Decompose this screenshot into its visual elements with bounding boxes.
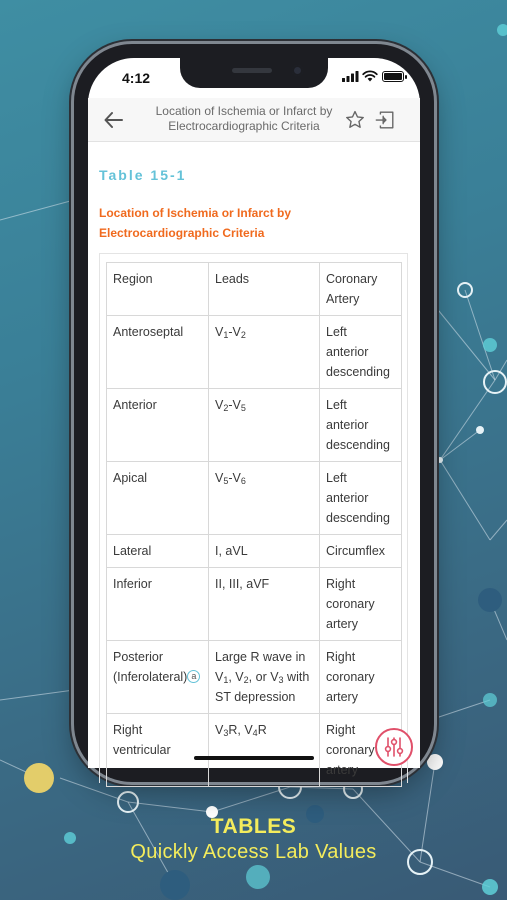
speaker <box>232 68 272 73</box>
cell-leads: I, aVL <box>209 535 320 568</box>
table-row <box>107 535 402 568</box>
cell-region: Anterior <box>107 389 209 462</box>
sliders-icon <box>377 730 411 764</box>
home-indicator[interactable] <box>194 756 314 760</box>
cell-region: Right ventricular <box>107 714 209 787</box>
header-leads: Leads <box>209 263 320 316</box>
ecg-criteria-table <box>106 262 402 787</box>
notch <box>180 58 328 88</box>
cell-leads: Large R wave in $V_1$, $V_2$, or $V_3$ with ST depression <box>209 641 320 714</box>
footnote-link[interactable]: a <box>187 670 200 683</box>
header-artery: Coronary Artery <box>320 263 402 316</box>
phone-screen <box>88 58 420 777</box>
cell-region: Anteroseptal <box>107 316 209 389</box>
cell-leads: $V_2-V_5$ <box>209 389 320 462</box>
cell-artery: Left anterior descending <box>320 462 402 535</box>
table-row <box>107 641 402 714</box>
cell-leads: $V_1-V_2$ <box>209 316 320 389</box>
cell-leads: II, III, aVF <box>209 568 320 641</box>
nav-title <box>144 104 344 134</box>
cell-artery: Right coronary artery <box>320 641 402 714</box>
content-area <box>88 143 420 777</box>
wifi-icon <box>362 70 378 82</box>
table-title-line: Location of Ischemia or Infarct by <box>99 206 292 220</box>
nav-title-line: Electrocardiographic Criteria <box>168 119 320 133</box>
cell-artery: Left anterior descending <box>320 389 402 462</box>
table-row <box>107 714 402 787</box>
cell-leads: $V_3R$, $V_4R$ <box>209 714 320 787</box>
battery-icon <box>382 71 404 82</box>
table-number: Table 15-1 <box>99 167 187 183</box>
star-icon[interactable] <box>344 109 366 131</box>
table-container <box>99 253 408 783</box>
status-time: 4:12 <box>122 70 151 86</box>
cell-region: Apical <box>107 462 209 535</box>
table-title <box>99 203 399 243</box>
adjust-settings-button[interactable] <box>375 728 413 766</box>
table-header-row <box>107 263 402 316</box>
nav-bar <box>88 98 420 142</box>
table-row <box>107 462 402 535</box>
table-row <box>107 389 402 462</box>
camera <box>292 65 303 76</box>
signal-icon <box>342 71 359 82</box>
cell-artery: Right coronary artery <box>320 568 402 641</box>
caption-title: TABLES <box>210 815 297 838</box>
expand-icon[interactable] <box>374 109 396 131</box>
header-region: Region <box>107 263 209 316</box>
table-row <box>107 316 402 389</box>
cell-region: Posterior (Inferolateral) a <box>107 641 209 714</box>
nav-title-line: Location of Ischemia or Infarct by <box>155 104 333 118</box>
cell-artery: Right coronary artery <box>320 714 402 787</box>
phone-frame <box>74 44 434 782</box>
cell-region: Lateral <box>107 535 209 568</box>
caption-subtitle: Quickly Access Lab Values <box>130 841 377 863</box>
promo-caption <box>0 815 507 864</box>
back-arrow-icon[interactable] <box>102 108 126 132</box>
table-row <box>107 568 402 641</box>
cell-artery: Circumflex <box>320 535 402 568</box>
cell-region: Inferior <box>107 568 209 641</box>
cell-artery: Left anterior descending <box>320 316 402 389</box>
table-title-line: Electrocardiographic Criteria <box>99 226 265 240</box>
cell-leads: $V_5-V_6$ <box>209 462 320 535</box>
